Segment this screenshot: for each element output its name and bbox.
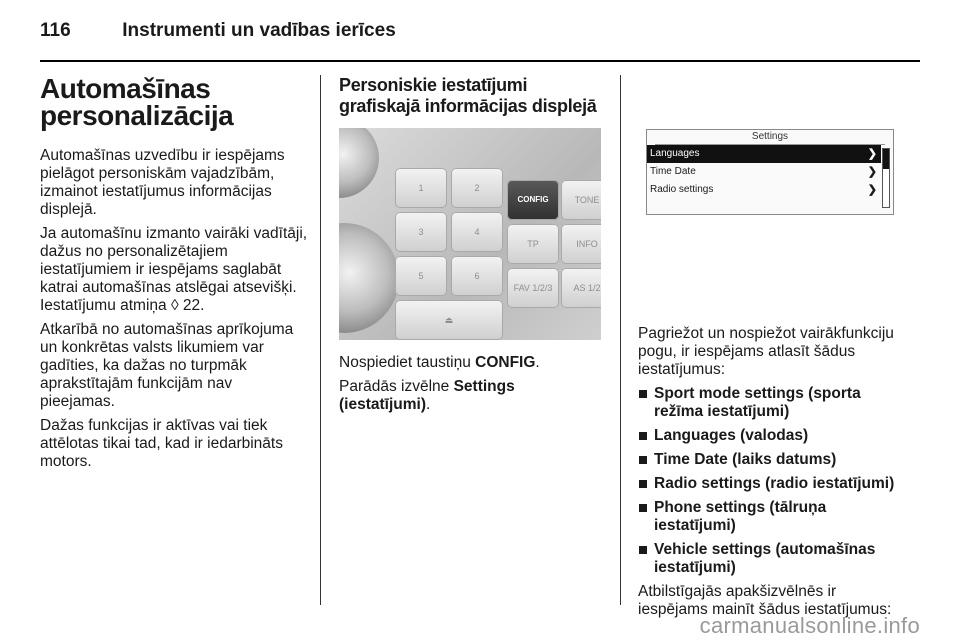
settings-display <box>646 129 894 215</box>
menu-instruction: Parādās izvēlne Settings (iestatījumi). <box>339 378 515 413</box>
column-3 <box>638 75 910 625</box>
photo-button-tp: TP <box>507 224 559 264</box>
photo-button-info: INFO <box>561 224 601 264</box>
display-scrollbar <box>882 148 890 208</box>
photo-button-6: 6 <box>451 256 503 296</box>
list-item: Sport mode settings (sporta režīma iestatījumi) <box>638 385 910 421</box>
subsection-heading: Personiskie iestatījumi grafiskajā informācijas displejā <box>339 75 597 116</box>
list-item: Languages (valodas) <box>638 427 910 445</box>
section-heading: Automašīnas personalizācija <box>40 73 234 131</box>
paragraph-4: Dažas funkcijas ir aktīvas vai tiek attēlotas tikai tad, kad ir iedarbināts motors. <box>40 417 283 470</box>
column-divider-1 <box>320 75 321 605</box>
chevron-right-icon: ❯ <box>867 184 877 196</box>
display-item-radio: Radio settings ❯ <box>647 181 881 199</box>
press-instruction: Nospiediet taustiņu CONFIG. <box>339 354 540 371</box>
display-item-languages: Languages ❯ <box>647 145 881 163</box>
display-item-time-date: Time Date ❯ <box>647 163 881 181</box>
outro-text: Atbilstīgajās apakšizvēlnēs ir iespējams mainīt šādus iestatījumus: <box>638 583 892 618</box>
column-1 <box>40 75 308 477</box>
page-number: 116 <box>40 20 71 41</box>
list-item: Phone settings (tālruņa iestatījumi) <box>638 499 910 535</box>
settings-display-image <box>638 75 900 303</box>
photo-button-5: 5 <box>395 256 447 296</box>
chevron-right-icon: ❯ <box>867 166 877 178</box>
photo-button-fav: FAV 1/2/3 <box>507 268 559 308</box>
display-title: Settings <box>655 130 885 145</box>
photo-button-as: AS 1/2 <box>561 268 601 308</box>
lower-knob <box>339 223 399 333</box>
photo-eject-button <box>395 300 503 340</box>
list-item: Time Date (laiks datums) <box>638 451 910 469</box>
paragraph-3: Atkarībā no automašīnas aprīkojuma un konkrētas valsts likumiem var gadīties, ka dažas no turpmāk aprakstītajām funkcijām nav pieejamas. <box>40 321 294 410</box>
column-2 <box>339 75 605 420</box>
chevron-right-icon: ❯ <box>867 148 877 160</box>
column-divider-2 <box>620 75 621 605</box>
control-panel-photo <box>339 128 601 340</box>
eject-icon: ⏏ <box>444 315 454 325</box>
paragraph-1: Automašīnas uzvedību ir iespējams pielāgot personiskām vajadzībām, izmainot iestatījumus informācijas displejā. <box>40 147 285 218</box>
photo-button-4: 4 <box>451 212 503 252</box>
intro-text: Pagriežot un nospiežot vairākfunkciju pogu, ir iespējams atlasīt šādus iestatījumus: <box>638 325 894 378</box>
photo-button-config: CONFIG <box>507 180 559 220</box>
watermark: carmanualsonline.info <box>699 613 920 638</box>
settings-list <box>638 385 910 577</box>
scrollbar-thumb <box>883 149 889 169</box>
photo-button-1: 1 <box>395 168 447 208</box>
upper-knob <box>339 128 379 198</box>
list-item: Radio settings (radio iestatījumi) <box>638 475 910 493</box>
chapter-title: Instrumenti un vadības ierīces <box>122 20 396 41</box>
photo-button-2: 2 <box>451 168 503 208</box>
photo-button-tone: TONE <box>561 180 601 220</box>
list-item: Vehicle settings (automašīnas iestatījumi) <box>638 541 910 577</box>
photo-button-3: 3 <box>395 212 447 252</box>
paragraph-2: Ja automašīnu izmanto vairāki vadītāji, dažus no personalizētajiem iestatījumiem ir iespējams saglabāt katrai automašīnas atslēgai atsevišķi. Iestatījumu atmiņa ◊ 22. <box>40 225 308 314</box>
header-rule <box>40 60 920 62</box>
page-header <box>40 20 396 42</box>
